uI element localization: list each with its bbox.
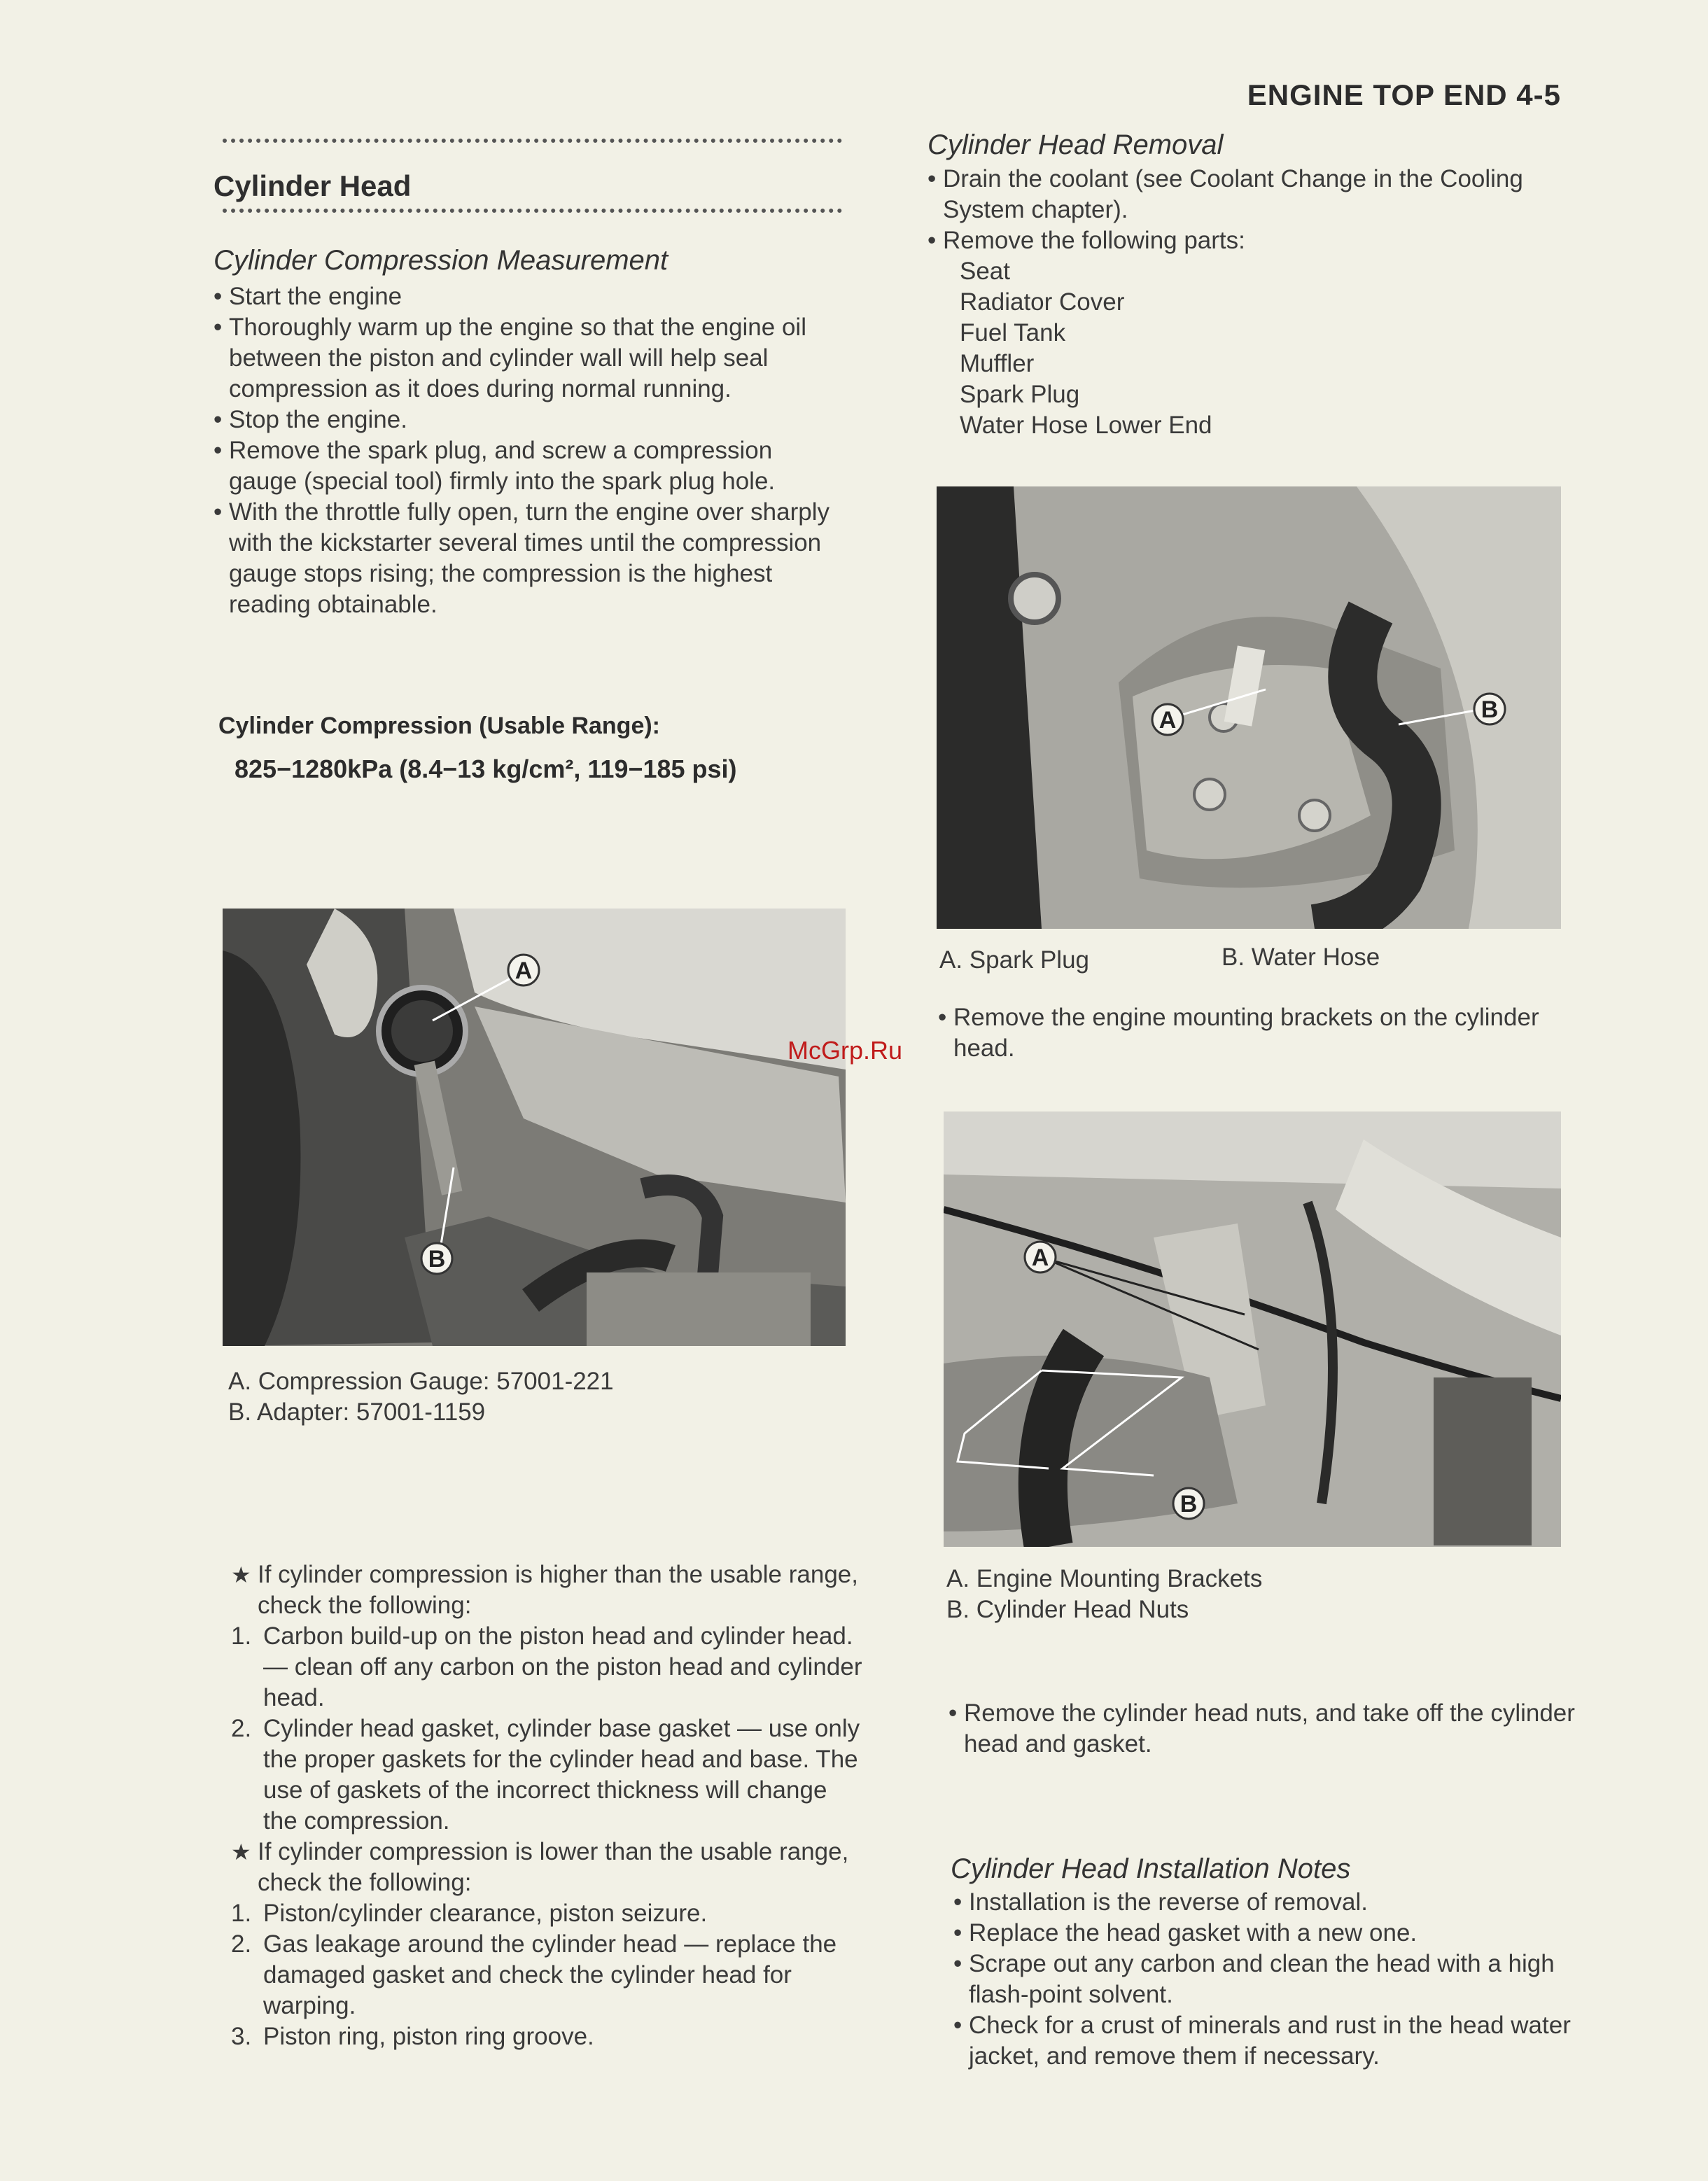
caption-a: A. Compression Gauge: 57001-221	[228, 1368, 614, 1395]
part-item: Spark Plug	[960, 381, 1080, 408]
troubleshooting	[231, 1559, 864, 2052]
callout-b: B	[1480, 696, 1499, 723]
item-subtext: — clean off any carbon on the piston head and cylinder head.	[263, 1653, 862, 1711]
nuts-step-text: • Remove the cylinder head nuts, and take off the cylinder head and gasket.	[948, 1698, 1587, 1760]
spec-value: 825−1280kPa (8.4−13 kg/cm², 119−185 psi)	[234, 755, 737, 783]
compression-title: Cylinder Compression Measurement	[214, 245, 668, 276]
photo-compression-gauge	[223, 909, 846, 1346]
compression-steps	[214, 281, 847, 620]
page-header: ENGINE TOP END 4-5	[1247, 78, 1561, 111]
higher-item-2	[231, 1713, 864, 1837]
item-number: 1.	[231, 1622, 252, 1650]
higher-item-1	[231, 1621, 864, 1713]
lower-item-1	[231, 1898, 864, 1929]
item-number: 1.	[231, 1900, 252, 1927]
part-item: Water Hose Lower End	[960, 412, 1212, 439]
compression-step: • With the throttle fully open, turn the engine over sharply with the kickstarter several times until the compression gauge stops rising; the compression is the highest reading obtainable.	[214, 497, 847, 620]
item-number: 3.	[231, 2023, 252, 2050]
item-text: Piston ring, piston ring groove.	[263, 2023, 594, 2050]
item-text: Gas leakage around the cylinder head — replace the damaged gasket and check the cylinder head for warping.	[263, 1930, 837, 2019]
spec-label: Cylinder Compression (Usable Range):	[218, 713, 661, 739]
brackets-step-text: • Remove the engine mounting brackets on the cylinder head.	[938, 1002, 1582, 1064]
section-title: Cylinder Head	[214, 169, 412, 202]
install-step: • Scrape out any carbon and clean the head with a high flash-point solvent.	[953, 1949, 1587, 2010]
item-number: 2.	[231, 1715, 252, 1742]
higher-intro: ★ If cylinder compression is higher than the usable range, check the following:	[231, 1559, 864, 1621]
figure1-caption	[228, 1366, 614, 1428]
removal-step: • Remove the following parts:	[927, 225, 1564, 256]
removal-steps	[927, 164, 1564, 441]
divider-bottom	[223, 209, 842, 213]
install-step: • Check for a crust of minerals and rust in the head water jacket, and remove them if necessary.	[953, 2010, 1587, 2072]
caption-b: B. Adapter: 57001-1159	[228, 1398, 486, 1426]
compression-step: • Start the engine	[214, 281, 847, 312]
callout-a: A	[1158, 707, 1177, 734]
caption-b: B. Cylinder Head Nuts	[946, 1596, 1189, 1623]
callout-a: A	[1031, 1244, 1049, 1271]
divider-top	[223, 139, 842, 143]
item-number: 2.	[231, 1930, 252, 1958]
callout-a: A	[514, 958, 533, 984]
compression-step: • Thoroughly warm up the engine so that the engine oil between the piston and cylinder wall will help seal compression as it does during normal running.	[214, 312, 847, 405]
watermark: McGrp.Ru	[788, 1036, 903, 1065]
parts-list	[927, 256, 1564, 441]
item-text: Carbon build-up on the piston head and cylinder head.	[263, 1622, 853, 1650]
install-step: • Replace the head gasket with a new one.	[953, 1918, 1587, 1949]
part-item: Fuel Tank	[960, 319, 1066, 346]
install-title: Cylinder Head Installation Notes	[951, 1853, 1351, 1884]
nuts-step	[948, 1698, 1587, 1760]
item-text: Cylinder head gasket, cylinder base gasket — use only the proper gaskets for the cylinder head and base. The use of gaskets of the incorrect thickness will change the compression.	[263, 1715, 860, 1835]
photo-spark-plug	[937, 486, 1561, 929]
compression-step: • Stop the engine.	[214, 405, 847, 435]
caption-a: A. Engine Mounting Brackets	[946, 1565, 1263, 1592]
install-step: • Installation is the reverse of removal.	[953, 1887, 1587, 1918]
compression-step: • Remove the spark plug, and screw a compression gauge (special tool) firmly into the spark plug hole.	[214, 435, 847, 497]
brackets-step	[938, 1002, 1582, 1064]
item-text: Piston/cylinder clearance, piston seizure.	[263, 1900, 708, 1927]
install-steps	[953, 1887, 1587, 2072]
photo-mounting-brackets	[944, 1111, 1561, 1547]
figure3-caption	[946, 1564, 1262, 1625]
callout-b: B	[1180, 1491, 1198, 1517]
figure2-caption-b: B. Water Hose	[1222, 944, 1380, 971]
lower-item-2	[231, 1929, 864, 2021]
callout-b: B	[428, 1246, 446, 1272]
removal-step: • Drain the coolant (see Coolant Change in the Cooling System chapter).	[927, 164, 1564, 225]
part-item: Muffler	[960, 350, 1035, 377]
figure2-caption-a: A. Spark Plug	[939, 946, 1089, 974]
lower-item-3	[231, 2021, 864, 2052]
part-item: Seat	[960, 258, 1010, 285]
lower-intro: ★ If cylinder compression is lower than the usable range, check the following:	[231, 1837, 864, 1898]
removal-title: Cylinder Head Removal	[927, 129, 1224, 160]
part-item: Radiator Cover	[960, 288, 1125, 316]
